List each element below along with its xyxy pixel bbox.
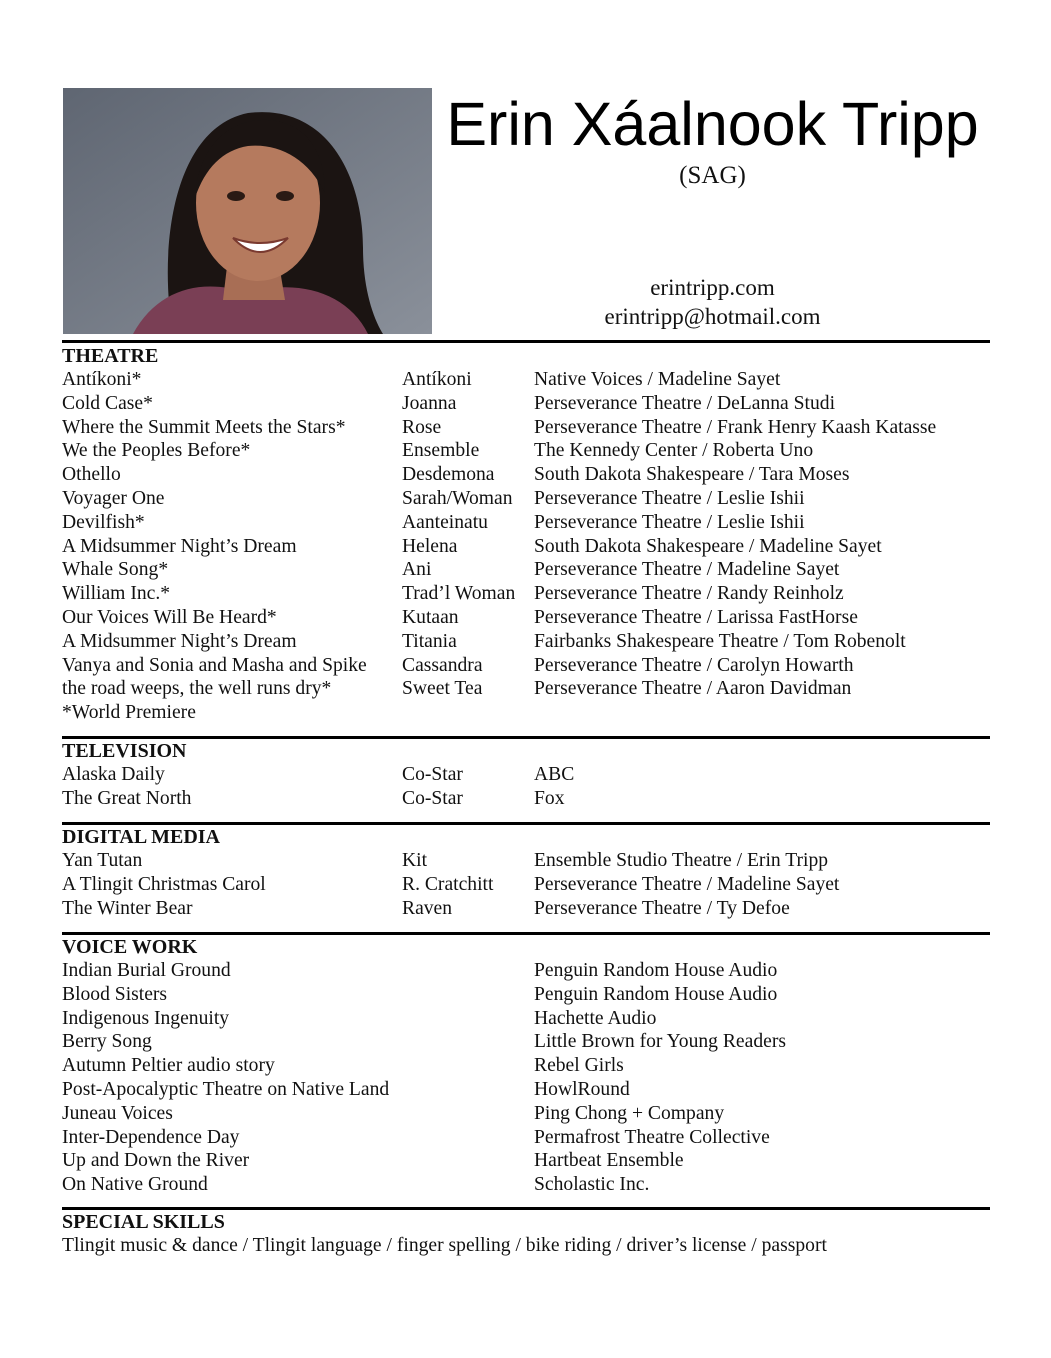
credit-role: Trad’l Woman — [402, 583, 516, 605]
credit-title: A Midsummer Night’s Dream — [62, 535, 297, 557]
credit-company: Hachette Audio — [534, 1007, 657, 1029]
credit-row — [62, 368, 990, 392]
credit-row — [62, 535, 990, 559]
credit-company: Perseverance Theatre / Leslie Ishii — [534, 511, 805, 533]
credit-title: Inter-Dependence Day — [62, 1126, 240, 1148]
credit-role: Rose — [402, 416, 442, 438]
credit-title: Whale Song* — [62, 559, 169, 581]
credit-role: Kutaan — [402, 606, 459, 628]
credit-role: Sweet Tea — [402, 678, 483, 700]
credit-company: Perseverance Theatre / Madeline Sayet — [534, 559, 840, 581]
credit-title: Where the Summit Meets the Stars* — [62, 416, 346, 438]
credit-company: Perseverance Theatre / Leslie Ishii — [534, 487, 805, 509]
credit-company: Penguin Random House Audio — [534, 960, 778, 981]
theatre-section — [62, 344, 990, 725]
credit-company: Penguin Random House Audio — [534, 983, 778, 1005]
section-title: TELEVISION — [62, 740, 187, 762]
credit-role: Titania — [402, 630, 457, 652]
credit-row — [62, 416, 990, 440]
credit-company: Fairbanks Shakespeare Theatre / Tom Robenolt — [534, 630, 906, 652]
credit-title: Up and Down the River — [62, 1150, 250, 1172]
credit-company: Perseverance Theatre / Ty Defoe — [534, 897, 790, 919]
credit-title: On Native Ground — [62, 1174, 208, 1196]
credit-title: We the Peoples Before* — [62, 440, 251, 462]
credit-title: Devilfish* — [62, 511, 145, 533]
section-title: VOICE WORK — [62, 936, 198, 958]
email-link[interactable]: erintripp@hotmail.com — [604, 304, 821, 329]
credit-title: Voyager One — [62, 487, 165, 509]
television-section — [62, 739, 990, 811]
credit-company: Scholastic Inc. — [534, 1174, 650, 1196]
headshot-photo — [63, 88, 432, 334]
actor-name: Erin Xáalnook Tripp — [446, 90, 979, 158]
credit-company: Ensemble Studio Theatre / Erin Tripp — [534, 850, 829, 871]
credit-row — [62, 439, 990, 463]
section-title: DIGITAL MEDIA — [62, 826, 220, 848]
headshot-illustration — [63, 88, 432, 334]
credit-row — [62, 606, 990, 630]
credit-title: Cold Case* — [62, 392, 153, 414]
credit-title: Othello — [62, 464, 121, 486]
credit-company: The Kennedy Center / Roberta Uno — [534, 440, 814, 462]
credit-role: R. Cratchitt — [402, 873, 494, 895]
credit-role: Raven — [402, 897, 453, 919]
credit-role: Desdemona — [402, 464, 495, 486]
credit-title: A Midsummer Night’s Dream — [62, 630, 297, 652]
digital-media-section — [62, 825, 990, 920]
credit-company: Perseverance Theatre / Randy Reinholz — [534, 583, 844, 605]
credit-role: Antíkoni — [402, 369, 472, 390]
credit-row — [62, 463, 990, 487]
credit-title: Vanya and Sonia and Masha and Spike — [62, 654, 367, 676]
credit-row — [62, 1173, 990, 1197]
credit-role: Joanna — [402, 392, 457, 414]
credit-row — [62, 849, 990, 873]
credit-company: South Dakota Shakespeare / Tara Moses — [534, 464, 850, 486]
credit-company: Perseverance Theatre / Madeline Sayet — [534, 873, 840, 895]
credit-title: Autumn Peltier audio story — [62, 1055, 275, 1077]
credit-role: Ensemble — [402, 440, 480, 462]
credit-row — [62, 1149, 990, 1173]
credit-title: Indigenous Ingenuity — [62, 1007, 230, 1029]
credit-company: Permafrost Theatre Collective — [534, 1126, 770, 1148]
credit-title: Our Voices Will Be Heard* — [62, 606, 277, 628]
credit-row — [62, 582, 990, 606]
credit-title: Juneau Voices — [62, 1102, 173, 1124]
credit-company: Perseverance Theatre / Larissa FastHorse — [534, 606, 858, 628]
credit-title: The Great North — [62, 787, 192, 809]
credit-role: Ani — [402, 559, 432, 581]
credit-row — [62, 959, 990, 983]
credit-row — [62, 763, 990, 787]
credit-title: Indian Burial Ground — [62, 960, 231, 981]
credit-row — [62, 677, 990, 701]
credit-role: Aanteinatu — [402, 511, 488, 533]
credit-role: Co-Star — [402, 764, 463, 785]
credit-row — [62, 787, 990, 811]
credit-row — [62, 1007, 990, 1031]
credit-row — [62, 392, 990, 416]
credit-title: Berry Song — [62, 1031, 152, 1053]
union-affiliation: (SAG) — [679, 162, 746, 189]
section-divider — [62, 340, 990, 343]
credit-company: Fox — [534, 787, 565, 809]
credit-row — [62, 1030, 990, 1054]
credit-company: Rebel Girls — [534, 1055, 624, 1077]
credit-row — [62, 1102, 990, 1126]
credit-row — [62, 1078, 990, 1102]
credit-title: Post-Apocalyptic Theatre on Native Land — [62, 1078, 390, 1100]
credit-role: Cassandra — [402, 654, 483, 676]
section-title: THEATRE — [62, 345, 159, 367]
credit-title: Yan Tutan — [62, 850, 143, 871]
credit-row — [62, 654, 990, 678]
credit-row — [62, 511, 990, 535]
credit-company: Perseverance Theatre / Aaron Davidman — [534, 678, 852, 700]
credit-row — [62, 487, 990, 511]
world-premiere-note: *World Premiere — [62, 702, 196, 724]
credit-title: Blood Sisters — [62, 983, 168, 1005]
credit-title: William Inc.* — [62, 583, 171, 605]
credit-row — [62, 1054, 990, 1078]
voice-work-section — [62, 935, 990, 1197]
credit-company: Native Voices / Madeline Sayet — [534, 369, 781, 390]
credit-row — [62, 983, 990, 1007]
credit-company: Perseverance Theatre / Carolyn Howarth — [534, 654, 854, 676]
section-title: SPECIAL SKILLS — [62, 1211, 225, 1233]
credit-row — [62, 558, 990, 582]
credit-role: Helena — [402, 535, 458, 557]
credit-company: ABC — [534, 764, 575, 785]
credit-row — [62, 1126, 990, 1150]
credit-row — [62, 897, 990, 921]
credit-company: Perseverance Theatre / DeLanna Studi — [534, 392, 836, 414]
credit-company: Hartbeat Ensemble — [534, 1150, 684, 1172]
credit-company: Little Brown for Young Readers — [534, 1031, 786, 1053]
credit-company: South Dakota Shakespeare / Madeline Sayet — [534, 535, 882, 557]
credit-title: the road weeps, the well runs dry* — [62, 678, 332, 700]
credit-role: Co-Star — [402, 787, 463, 809]
credit-row — [62, 873, 990, 897]
credit-title: Alaska Daily — [62, 764, 165, 785]
credit-role: Sarah/Woman — [402, 487, 513, 509]
website-link[interactable]: erintripp.com — [650, 275, 775, 300]
credit-title: A Tlingit Christmas Carol — [62, 873, 266, 895]
special-skills-section — [62, 1210, 990, 1258]
credit-company: Perseverance Theatre / Frank Henry Kaash Katasse — [534, 416, 937, 438]
credit-row — [62, 630, 990, 654]
credit-title: Antíkoni* — [62, 369, 142, 390]
credit-company: Ping Chong + Company — [534, 1102, 725, 1124]
credit-role: Kit — [402, 850, 428, 871]
credit-company: HowlRound — [534, 1078, 630, 1100]
skills-list: Tlingit music & dance / Tlingit language / finger spelling / bike riding / driver’s license / passport — [62, 1235, 827, 1256]
credit-title: The Winter Bear — [62, 897, 193, 919]
